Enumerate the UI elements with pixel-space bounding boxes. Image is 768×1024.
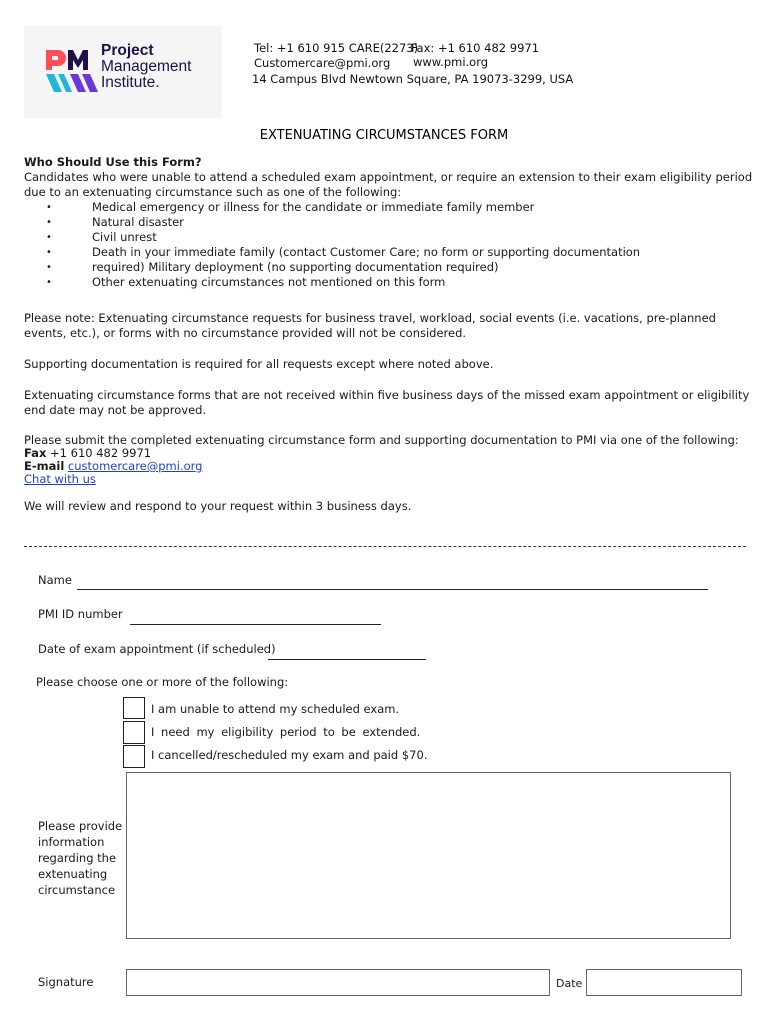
pmi-logo-text bbox=[101, 43, 191, 91]
exam-date-label: Date of exam appointment (if scheduled) bbox=[38, 642, 276, 656]
contact-tel: Tel: +1 610 915 CARE(2273) bbox=[254, 41, 419, 55]
logo-line-management: Management bbox=[101, 58, 192, 75]
submit-text: Please submit the completed extenuating circumstance form and supporting documentation to PMI via one of the following: bbox=[24, 433, 739, 447]
circumstance-list bbox=[24, 200, 754, 290]
email-label: E-mail bbox=[24, 459, 65, 473]
note-supporting-docs: Supporting documentation is required for all requests except where noted above. bbox=[24, 357, 494, 371]
checkbox-extend-eligibility[interactable] bbox=[123, 721, 145, 744]
choose-label: Please choose one or more of the following: bbox=[36, 675, 289, 689]
list-item: • required) Military deployment (no supporting documentation required) bbox=[24, 260, 754, 275]
circumstance-textarea[interactable] bbox=[126, 772, 731, 939]
intro-section bbox=[24, 155, 754, 290]
review-text: We will review and respond to your request within 3 business days. bbox=[24, 499, 412, 513]
fax-value: +1 610 482 9971 bbox=[50, 446, 152, 460]
list-item: • Other extenuating circumstances not mentioned on this form bbox=[24, 275, 754, 290]
option-cancelled-rescheduled: I cancelled/rescheduled my exam and paid $70. bbox=[151, 748, 428, 762]
signature-label: Signature bbox=[38, 975, 94, 989]
pmi-id-label: PMI ID number bbox=[38, 607, 123, 621]
list-item: • Natural disaster bbox=[24, 215, 754, 230]
logo-line-project: Project bbox=[101, 42, 154, 59]
intro-text: Candidates who were unable to attend a scheduled exam appointment, or require an extension to their exam eligibility period due to an extenuating circumstance such as one of the following: bbox=[24, 170, 753, 199]
intro-heading: Who Should Use this Form? bbox=[24, 155, 202, 169]
contact-email: Customercare@pmi.org bbox=[254, 56, 391, 70]
email-link[interactable]: customercare@pmi.org bbox=[67, 459, 203, 473]
exam-date-field[interactable] bbox=[268, 659, 426, 660]
chat-link[interactable]: Chat with us bbox=[24, 472, 96, 486]
contact-fax: Fax: +1 610 482 9971 bbox=[411, 41, 540, 55]
info-label: Please provide information regarding the extenuating circumstance bbox=[38, 819, 123, 897]
list-item: • Medical emergency or illness for the candidate or immediate family member bbox=[24, 200, 754, 215]
list-item: • Civil unrest bbox=[24, 230, 754, 245]
name-field[interactable] bbox=[77, 589, 708, 590]
checkbox-unable-to-attend[interactable] bbox=[123, 697, 145, 719]
submit-section bbox=[24, 434, 754, 486]
note-five-days: Extenuating circumstance forms that are not received within five business days of the missed exam appointment or eligibility end date may not be approved. bbox=[24, 388, 750, 417]
list-item: • Death in your immediate family (contact Customer Care; no form or supporting documentation bbox=[24, 245, 754, 260]
signature-field[interactable] bbox=[126, 969, 550, 996]
section-divider bbox=[24, 546, 746, 547]
option-unable-to-attend: I am unable to attend my scheduled exam. bbox=[151, 702, 400, 716]
pmi-id-field[interactable] bbox=[130, 624, 381, 625]
note-business-travel: Please note: Extenuating circumstance requests for business travel, workload, social events (i.e. vacations, pre-planned events, etc.), or forms with no circumstance provided will not be considered. bbox=[24, 311, 716, 340]
logo-line-institute: Institute. bbox=[101, 74, 160, 91]
form-title: EXTENUATING CIRCUMSTANCES FORM bbox=[259, 128, 509, 143]
name-label: Name bbox=[38, 573, 72, 587]
contact-web: www.pmi.org bbox=[413, 55, 489, 69]
option-extend-eligibility: I need my eligibility period to be extended. bbox=[151, 725, 421, 739]
pmi-logo-mark-icon bbox=[44, 48, 98, 94]
fax-label: Fax bbox=[24, 446, 47, 460]
checkbox-cancelled-rescheduled[interactable] bbox=[123, 745, 145, 768]
contact-address: 14 Campus Blvd Newtown Square, PA 19073-3299, USA bbox=[252, 72, 574, 86]
date-field[interactable] bbox=[586, 969, 742, 996]
date-label: Date bbox=[556, 977, 583, 990]
